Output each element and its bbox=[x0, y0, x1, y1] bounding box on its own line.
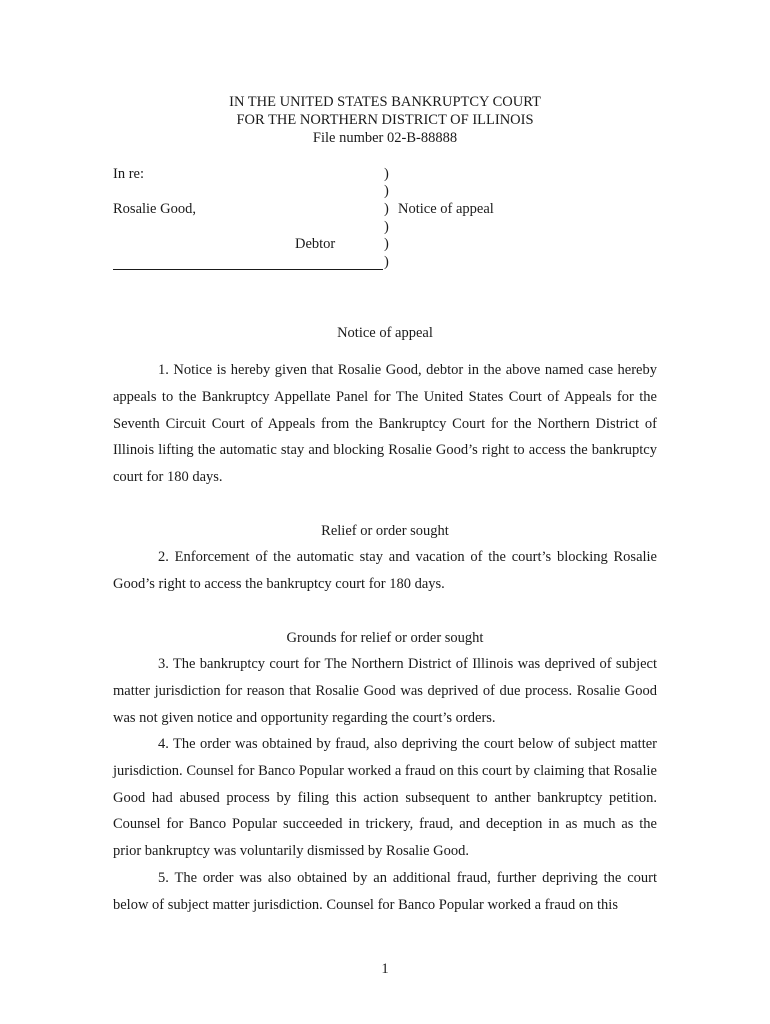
in-re-label: In re: bbox=[113, 166, 144, 182]
caption-paren: ) bbox=[384, 219, 389, 235]
debtor-name: Rosalie Good, bbox=[113, 201, 196, 217]
caption-paren: ) bbox=[384, 166, 389, 182]
file-number: File number 02-B-88888 bbox=[312, 130, 458, 146]
caption-paren: ) bbox=[384, 236, 389, 252]
paragraph-3-text: 3. The bankruptcy court for The Northern District of Illinois was deprived of subject matter jurisdiction for reason that Rosalie Good was deprived of due process. Rosalie Good was not given notice and opportunity regarding the court’s orders. bbox=[113, 656, 657, 726]
heading-grounds: Grounds for relief or order sought bbox=[286, 630, 484, 646]
court-name: IN THE UNITED STATES BANKRUPTCY COURT bbox=[229, 94, 541, 110]
caption-rule bbox=[113, 254, 383, 270]
paragraph-4-text: 4. The order was obtained by fraud, also depriving the court below of subject matter jurisdiction. Counsel for Banco Popular worked a fraud on this court by claiming that Rosalie Good had abused process by filing this action subsequent to anther bankruptcy petition. Counsel for Banco Popular succeeded in trickery, fraud, and deception in as much as the prior bankruptcy was voluntarily dismissed by Rosalie Good. bbox=[113, 736, 657, 860]
caption-paren: ) bbox=[384, 201, 389, 217]
paragraph-1 bbox=[113, 357, 657, 491]
paragraph-3 bbox=[113, 651, 657, 731]
paragraph-2-text: 2. Enforcement of the automatic stay and vacation of the court’s blocking Rosalie Good’s right to access the bankruptcy court for 180 days. bbox=[113, 549, 657, 592]
paragraph-1-text: 1. Notice is hereby given that Rosalie Good, debtor in the above named case hereby appeals to the Bankruptcy Appellate Panel for The United States Court of Appeals for the Seventh Circuit Court of Appeals from the Bankruptcy Court for the Northern District of Illinois lifting the automatic stay and blocking Rosalie Good’s right to access the bankruptcy court for 180 days. bbox=[113, 362, 657, 486]
court-header bbox=[0, 93, 770, 147]
page-number: 1 bbox=[381, 961, 389, 977]
heading-relief: Relief or order sought bbox=[321, 523, 449, 539]
caption-title: Notice of appeal bbox=[398, 201, 494, 217]
caption-paren: ) bbox=[384, 254, 389, 270]
caption-paren: ) bbox=[384, 183, 389, 199]
paragraph-4 bbox=[113, 731, 657, 865]
paragraph-5 bbox=[113, 865, 657, 919]
paragraph-5-text: 5. The order was also obtained by an additional fraud, further depriving the court below of subject matter jurisdiction. Counsel for Banco Popular worked a fraud on this bbox=[113, 870, 657, 913]
debtor-label: Debtor bbox=[295, 236, 336, 252]
paragraph-2 bbox=[113, 544, 657, 598]
heading-notice: Notice of appeal bbox=[337, 325, 433, 341]
district-name: FOR THE NORTHERN DISTRICT OF ILLINOIS bbox=[236, 112, 534, 128]
